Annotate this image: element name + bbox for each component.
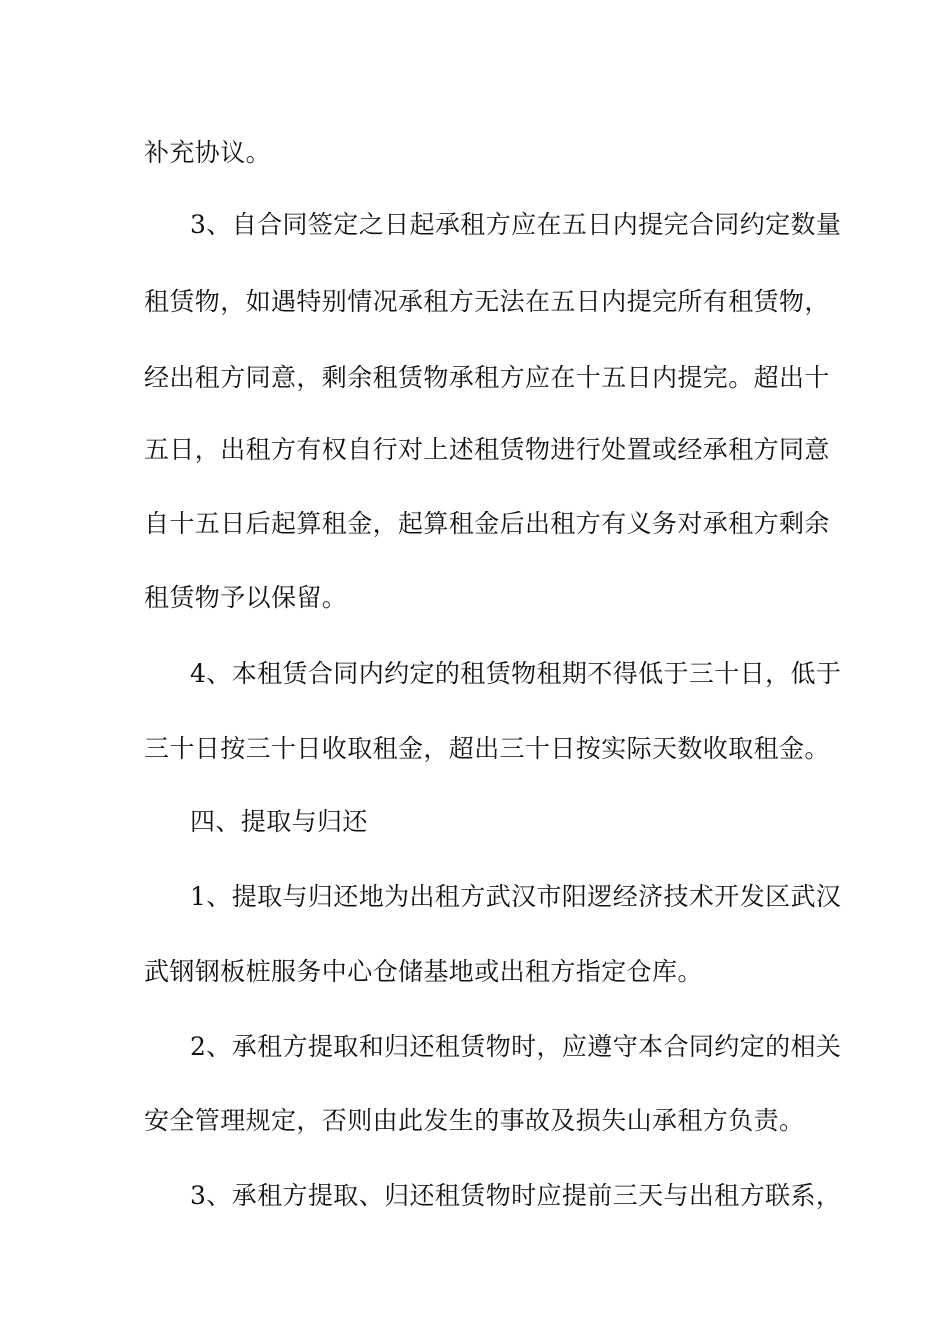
text-line: 补充协议。 (144, 138, 272, 167)
text-line: 经出租方同意，剩余租赁物承租方应在十五日内提完。超出十 (144, 363, 830, 392)
text-line: 五日，出租方有权自行对上述租赁物进行处置或经承租方同意 (144, 435, 830, 464)
text-line: 三十日按三十日收取租金，超出三十日按实际天数收取租金。 (144, 734, 830, 763)
text-line: 3、承租方提取、归还租赁物时应提前三天与出租方联系， (190, 1181, 842, 1210)
text-line: 4、本租赁合同内约定的租赁物租期不得低于三十日，低于 (190, 659, 842, 688)
text-line: 1、提取与归还地为出租方武汉市阳逻经济技术开发区武汉 (190, 882, 842, 911)
text-line: 2、承租方提取和归还租赁物时，应遵守本合同约定的相关 (190, 1032, 842, 1061)
text-line: 安全管理规定，否则由此发生的事故及损失山承租方负责。 (144, 1106, 805, 1135)
text-line: 武钢钢板桩服务中心仓储基地或出租方指定仓库。 (144, 957, 703, 986)
text-line: 3、自合同签定之日起承租方应在五日内提完合同约定数量 (190, 210, 842, 239)
text-line: 租赁物，如遇特别情况承租方无法在五日内提完所有租赁物， (144, 287, 830, 316)
section-heading: 四、提取与归还 (190, 807, 368, 836)
text-line: 自十五日后起算租金，起算租金后出租方有义务对承租方剩余 (144, 509, 830, 538)
text-line: 租赁物予以保留。 (144, 583, 348, 612)
